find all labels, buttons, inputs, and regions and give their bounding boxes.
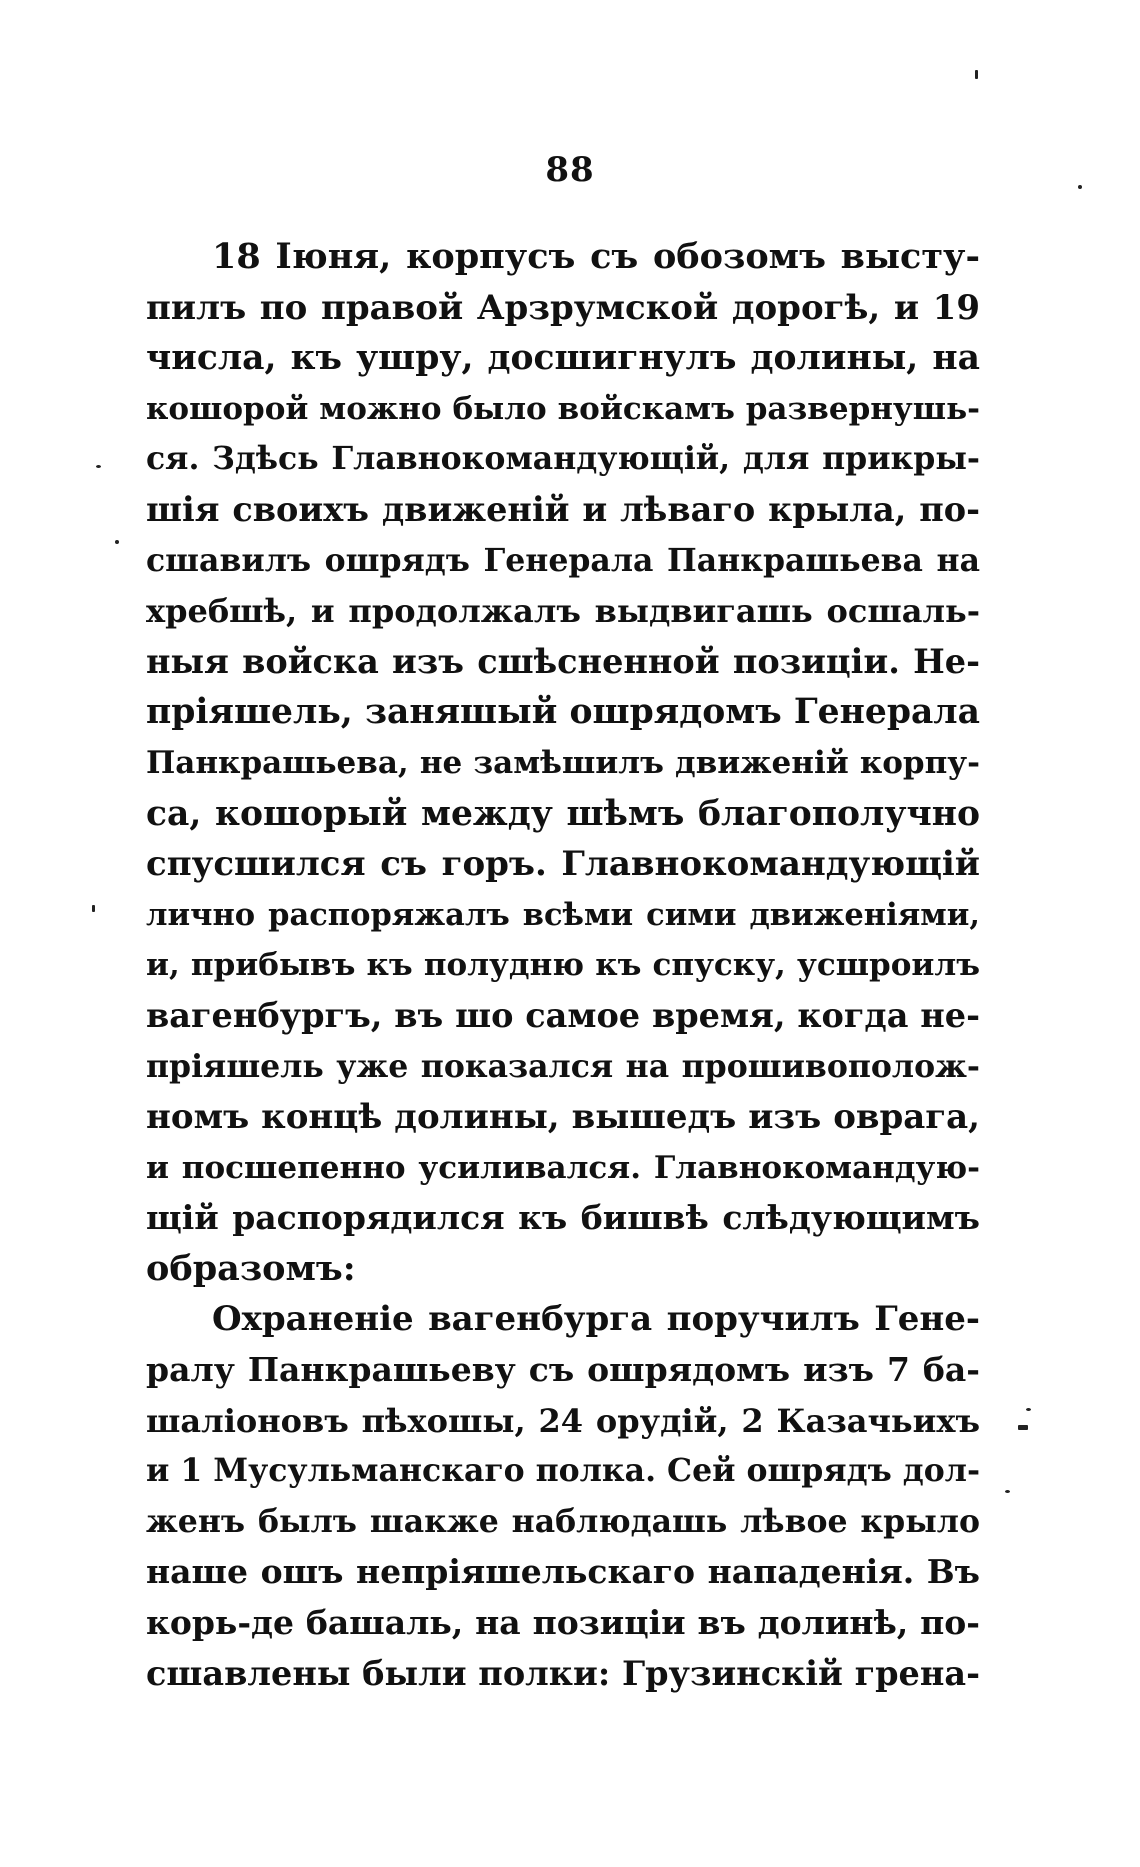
text-line: пріяшель уже показался на прошивополож- (146, 1047, 980, 1085)
text-line: женъ былъ шакже наблюдашь лѣвое крыло (146, 1502, 980, 1540)
text-line: и посшепенно усиливался. Главнокомандую- (146, 1149, 980, 1186)
ink-speck (975, 70, 978, 79)
ink-speck (1018, 1425, 1028, 1430)
text-line: вагенбургъ, въ шо самое время, когда не- (146, 995, 980, 1035)
ink-speck (96, 465, 101, 468)
text-line: образомъ: (146, 1247, 356, 1289)
text-line: шаліоновъ пѣхошы, 24 орудій, 2 Казачьихъ (146, 1401, 980, 1440)
text-line: ся. Здѣсь Главнокомандующій, для прикры- (146, 440, 980, 478)
text-line: Охраненіе вагенбурга поручилъ Гене- (212, 1299, 980, 1340)
body-text (146, 232, 980, 1699)
text-line: сшавилъ ошрядъ Генерала Панкрашьева на (146, 541, 980, 579)
text-line: лично распоряжалъ всѣми сими движеніями, (146, 896, 980, 933)
text-line: 18 Іюня, корпусъ съ обозомъ высту- (212, 236, 980, 277)
text-line: ныя войска изъ сшѣсненной позиціи. Не- (146, 641, 980, 681)
text-line: шія своихъ движеній и лѣваго крыла, по- (146, 489, 980, 529)
text-line: корь-де башаль, на позиціи въ долинѣ, по- (146, 1603, 980, 1643)
text-line: спусшился съ горъ. Главнокомандующій (146, 844, 980, 885)
text-line: и 1 Мусульманскаго полка. Сей ошрядъ дол- (146, 1452, 981, 1490)
ink-speck (1026, 1408, 1031, 1411)
text-line: Панкрашьева, не замѣшилъ движеній корпу- (146, 744, 980, 781)
ink-speck (115, 540, 119, 544)
text-line: наше ошъ непріяшельскаго нападенія. Въ (146, 1552, 980, 1592)
text-line: сшавлены были полки: Грузинскій грена- (146, 1653, 980, 1693)
ink-speck (92, 905, 95, 912)
text-line: кошорой можно было войскамъ развернушь- (146, 390, 980, 427)
text-line: пріяшель, заняшый ошрядомъ Генерала (146, 692, 980, 733)
text-line: щій распорядился къ бишвѣ слѣдующимъ (146, 1198, 980, 1238)
page-number: 88 (545, 150, 595, 190)
text-line: пилъ по правой Арзрумской дорогѣ, и 19 (146, 287, 980, 328)
ink-speck (1078, 185, 1082, 189)
text-line: са, кошорый между шѣмъ благополучно (146, 793, 980, 834)
text-line: числа, къ ушру, досшигнулъ долины, на (146, 338, 980, 379)
text-line: номъ концѣ долины, вышедъ изъ оврага, (146, 1097, 980, 1138)
text-line: хребшѣ, и продолжалъ выдвигашь осшаль- (146, 592, 980, 631)
ink-speck (1005, 1490, 1010, 1493)
text-line: ралу Панкрашьеву съ ошрядомъ изъ 7 ба- (146, 1350, 980, 1390)
text-line: и, прибывъ къ полудню къ спуску, усшроилъ (146, 947, 980, 984)
